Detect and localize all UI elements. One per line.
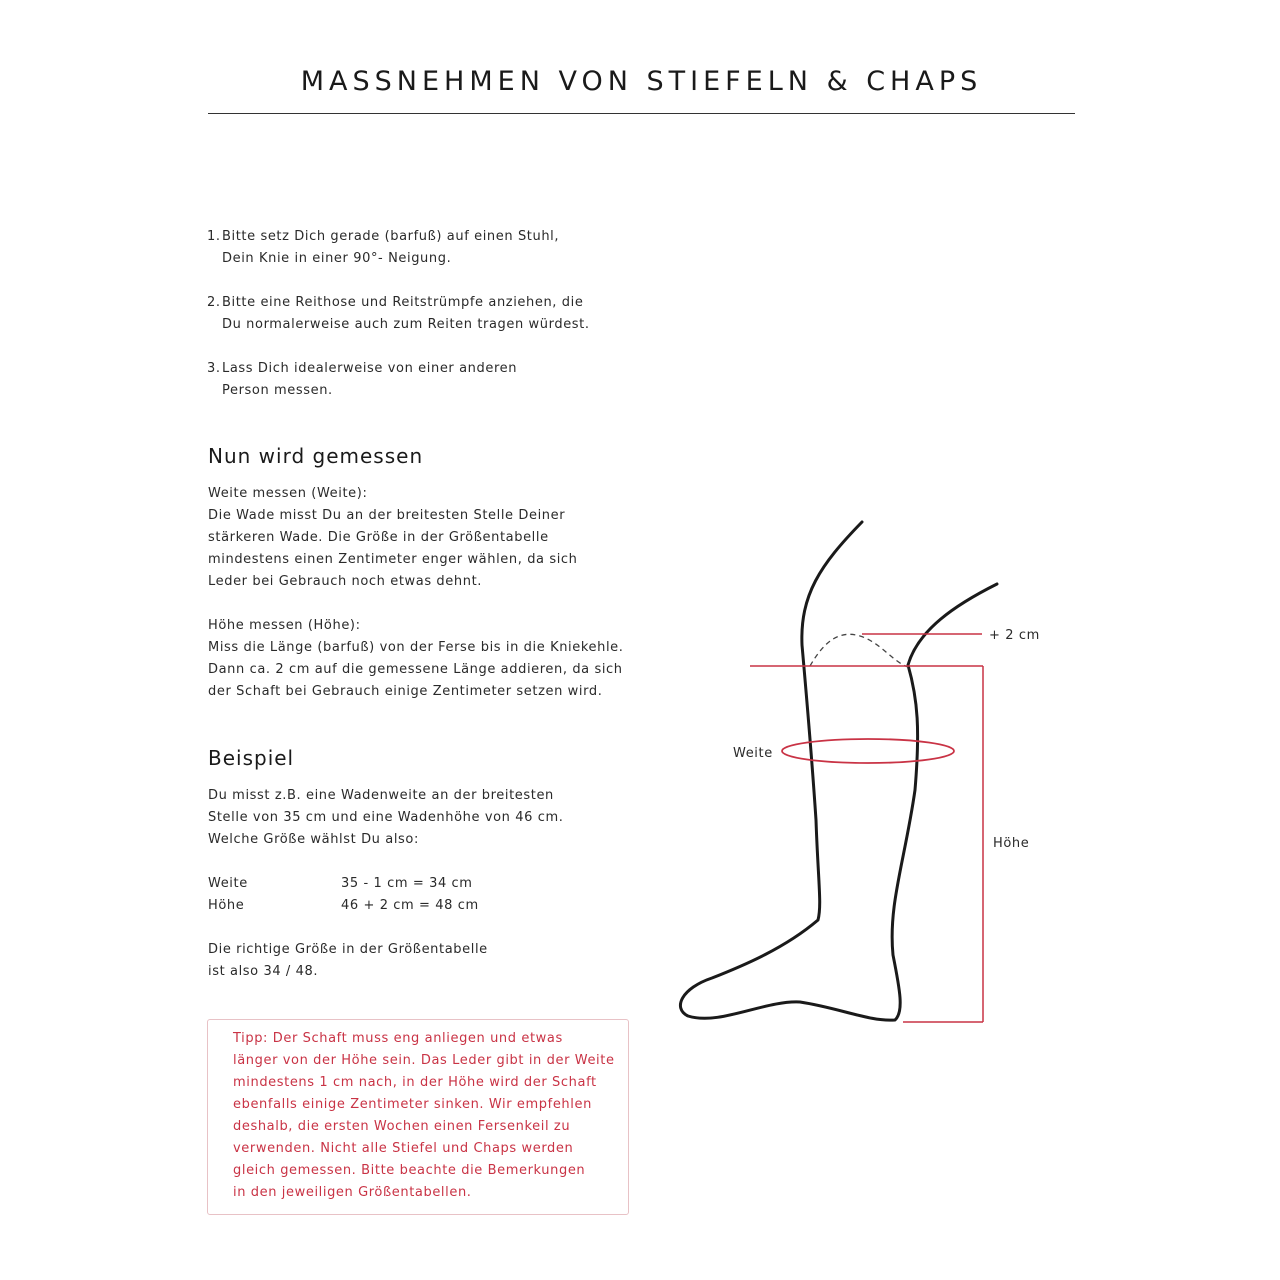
tip-line: gleich gemessen. Bitte beachte die Bemerkungen [233, 1163, 586, 1178]
step-line: Du normalerweise auch zum Reiten tragen würdest. [222, 317, 590, 332]
example-heading: Beispiel [208, 746, 295, 770]
para-line: Miss die Länge (barfuß) von der Ferse bis in die Kniekehle. [208, 640, 624, 655]
tip-box [207, 1019, 629, 1215]
para-line: Höhe messen (Höhe): [208, 618, 361, 633]
step-3 [207, 358, 637, 402]
weite-label: Weite [733, 746, 773, 761]
step-line: Bitte eine Reithose und Reitstrümpfe anziehen, die [222, 295, 584, 310]
knee-dashed-contour [810, 634, 908, 667]
leg-front-outline [680, 522, 997, 1020]
step-number: 3. [207, 361, 221, 376]
instruction-steps [207, 226, 637, 424]
para-line: Dann ca. 2 cm auf die gemessene Länge addieren, da sich [208, 662, 623, 677]
para-line: ist also 34 / 48. [208, 964, 319, 979]
para-line: Weite messen (Weite): [208, 486, 368, 501]
para-line: der Schaft bei Gebrauch einige Zentimeter setzen wird. [208, 684, 603, 699]
calc-row-hoehe [208, 895, 638, 917]
calc-label: Höhe [208, 898, 245, 913]
step-line: Bitte setz Dich gerade (barfuß) auf einen Stuhl, [222, 229, 560, 244]
tip-line: verwenden. Nicht alle Stiefel und Chaps werden [233, 1141, 574, 1156]
para-line: mindestens einen Zentimeter enger wählen, da sich [208, 552, 578, 567]
calf-width-ellipse [782, 739, 954, 763]
step-line: Dein Knie in einer 90°- Neigung. [222, 251, 452, 266]
calc-value: 35 - 1 cm = 34 cm [341, 876, 473, 891]
para-line: Die richtige Größe in der Größentabelle [208, 942, 488, 957]
tip-text [233, 1028, 623, 1204]
measure-heading: Nun wird gemessen [208, 444, 424, 468]
width-measure-paragraph [208, 483, 638, 593]
tip-line: deshalb, die ersten Wochen einen Fersenkeil zu [233, 1119, 571, 1134]
calc-row-weite [208, 873, 638, 895]
step-number: 2. [207, 295, 221, 310]
boot-measurement-diagram [660, 500, 1080, 1040]
para-line: Die Wade misst Du an der breitesten Stelle Deiner [208, 508, 566, 523]
calc-label: Weite [208, 876, 248, 891]
step-2 [207, 292, 637, 336]
plus-2cm-label: + 2 cm [989, 628, 1040, 643]
page-title: MASSNEHMEN VON STIEFELN & CHAPS [300, 66, 983, 97]
para-line: Du misst z.B. eine Wadenweite an der breitesten [208, 788, 554, 803]
hoehe-label: Höhe [993, 836, 1030, 851]
para-line: Stelle von 35 cm und eine Wadenhöhe von 46 cm. [208, 810, 564, 825]
step-1 [207, 226, 637, 270]
tip-line: Tipp: Der Schaft muss eng anliegen und etwas [233, 1031, 563, 1046]
tip-line: ebenfalls einige Zentimeter sinken. Wir empfehlen [233, 1097, 592, 1112]
step-line: Person messen. [222, 383, 333, 398]
para-line: Welche Größe wählst Du also: [208, 832, 419, 847]
tip-line: in den jeweiligen Größentabellen. [233, 1185, 472, 1200]
tip-line: länger von der Höhe sein. Das Leder gibt in der Weite [233, 1053, 615, 1068]
example-intro [208, 785, 638, 851]
height-measure-paragraph [208, 615, 638, 703]
example-result [208, 939, 638, 983]
calc-value: 46 + 2 cm = 48 cm [341, 898, 479, 913]
title-divider [208, 113, 1075, 114]
para-line: Leder bei Gebrauch noch etwas dehnt. [208, 574, 482, 589]
para-line: stärkeren Wade. Die Größe in der Größentabelle [208, 530, 549, 545]
step-line: Lass Dich idealerweise von einer anderen [222, 361, 518, 376]
tip-line: mindestens 1 cm nach, in der Höhe wird der Schaft [233, 1075, 597, 1090]
step-number: 1. [207, 229, 221, 244]
